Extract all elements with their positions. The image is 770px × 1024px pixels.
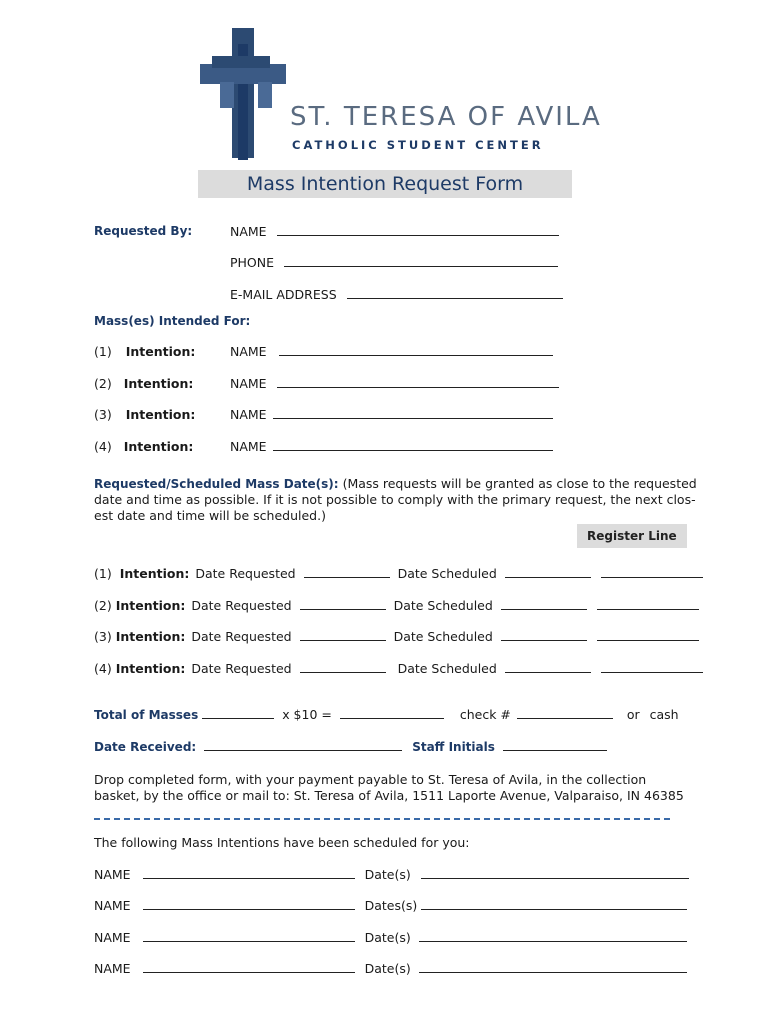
instructions — [94, 772, 684, 804]
intention-name-field-1[interactable] — [230, 344, 553, 359]
total-amount-line[interactable] — [340, 707, 444, 719]
date-scheduled-label: Date Scheduled — [397, 661, 497, 676]
date-requested-line[interactable] — [300, 629, 386, 641]
schedule-row-1 — [94, 566, 703, 581]
register-line-button[interactable]: Register Line — [577, 524, 687, 548]
intention-label: Intention: — [123, 439, 194, 454]
requester-phone-field[interactable] — [230, 255, 558, 270]
intention-num: (1) — [94, 344, 112, 359]
date-received-label: Date Received: — [94, 740, 197, 754]
requester-email-label: E-MAIL ADDRESS — [230, 287, 337, 302]
intention-label: Intention: — [123, 376, 194, 391]
confirmation-row-3 — [94, 930, 687, 945]
confirm-date-line[interactable] — [421, 867, 689, 879]
schedule-row-4 — [94, 661, 703, 676]
scheduled-note-line2: date and time as possible. If it is not possible to comply with the primary request, the next clos- — [94, 492, 696, 507]
confirm-date-line[interactable] — [419, 930, 687, 942]
date-scheduled-line[interactable] — [501, 598, 587, 610]
scheduled-label: Requested/Scheduled Mass Date(s): — [94, 477, 339, 491]
date-requested-line[interactable] — [300, 598, 386, 610]
confirm-date-label: Date(s) — [364, 930, 411, 945]
org-name: ST. TERESA OF AVILA — [290, 102, 602, 132]
org-subtitle: CATHOLIC STUDENT CENTER — [292, 138, 544, 152]
date-scheduled-label: Date Scheduled — [393, 598, 493, 613]
confirm-date-line[interactable] — [419, 961, 687, 973]
scheduled-note-line3: est date and time will be scheduled.) — [94, 508, 326, 523]
requester-name-field[interactable] — [230, 224, 559, 239]
confirm-name-line[interactable] — [143, 930, 355, 942]
schedule-intention-label: Intention: — [115, 661, 186, 676]
intention-label: Intention: — [125, 407, 196, 422]
check-label: check # — [459, 707, 511, 722]
intention-name-label: NAME — [230, 344, 267, 359]
schedule-intention-label: Intention: — [115, 629, 186, 644]
date-requested-line[interactable] — [304, 566, 390, 578]
schedule-num: (2) — [94, 598, 112, 613]
confirmation-row-2 — [94, 898, 687, 913]
instructions-line2: basket, by the office or mail to: St. Teresa of Avila, 1511 Laporte Avenue, Valparaiso, IN 46385 — [94, 788, 684, 803]
requested-by-label: Requested By: — [94, 224, 193, 238]
cash-label: cash — [649, 707, 679, 722]
confirm-name-label: NAME — [94, 898, 131, 913]
intention-num: (4) — [94, 439, 112, 454]
scheduled-note-line1: (Mass requests will be granted as close to the requested — [342, 476, 697, 491]
date-requested-label: Date Requested — [195, 566, 296, 581]
intention-name-label: NAME — [230, 376, 267, 391]
confirm-date-label: Date(s) — [364, 961, 411, 976]
confirm-name-label: NAME — [94, 961, 131, 976]
intention-name-field-2[interactable] — [230, 376, 559, 391]
confirm-date-line[interactable] — [421, 898, 687, 910]
requester-phone-label: PHONE — [230, 255, 275, 270]
intention-name-line[interactable] — [273, 439, 553, 451]
confirm-name-line[interactable] — [143, 867, 355, 879]
requester-name-label: NAME — [230, 224, 267, 239]
intention-row-4 — [94, 439, 193, 454]
confirmation-row-1 — [94, 867, 689, 882]
date-scheduled-line[interactable] — [501, 629, 587, 641]
confirm-date-label: Dates(s) — [364, 898, 418, 913]
requester-phone-line[interactable] — [284, 255, 558, 267]
confirm-name-line[interactable] — [143, 898, 355, 910]
confirm-name-line[interactable] — [143, 961, 355, 973]
date-requested-label: Date Requested — [191, 629, 292, 644]
schedule-row-3 — [94, 629, 699, 644]
date-scheduled-label: Date Scheduled — [397, 566, 497, 581]
confirm-name-label: NAME — [94, 867, 131, 882]
total-masses-line[interactable] — [202, 707, 274, 719]
check-number-line[interactable] — [517, 707, 613, 719]
intention-row-2 — [94, 376, 193, 391]
intention-name-line[interactable] — [273, 407, 553, 419]
cross-logo-icon — [198, 26, 288, 162]
schedule-num: (1) — [94, 566, 112, 581]
instructions-line1: Drop completed form, with your payment payable to St. Teresa of Avila, in the collection — [94, 772, 647, 787]
intention-name-label: NAME — [230, 407, 267, 422]
date-scheduled-line[interactable] — [505, 566, 591, 578]
confirm-date-label: Date(s) — [364, 867, 411, 882]
register-line[interactable] — [601, 661, 703, 673]
date-received-line[interactable] — [204, 739, 402, 751]
intended-for-label: Mass(es) Intended For: — [94, 314, 251, 328]
or-label: or — [626, 707, 640, 722]
intention-name-label: NAME — [230, 439, 267, 454]
intention-name-field-4[interactable] — [230, 439, 553, 454]
schedule-intention-label: Intention: — [115, 598, 186, 613]
logo — [198, 26, 602, 162]
cut-line-divider — [94, 818, 670, 820]
confirm-name-label: NAME — [94, 930, 131, 945]
schedule-row-2 — [94, 598, 699, 613]
register-line[interactable] — [597, 598, 699, 610]
intention-label: Intention: — [125, 344, 196, 359]
schedule-num: (3) — [94, 629, 112, 644]
requester-email-line[interactable] — [347, 287, 563, 299]
intention-num: (2) — [94, 376, 112, 391]
times-ten-label: x $10 = — [282, 707, 332, 722]
date-scheduled-line[interactable] — [505, 661, 591, 673]
intention-name-line[interactable] — [277, 376, 559, 388]
register-line[interactable] — [597, 629, 699, 641]
requester-name-line[interactable] — [277, 224, 559, 236]
form-title: Mass Intention Request Form — [246, 173, 524, 195]
date-requested-label: Date Requested — [191, 661, 292, 676]
scheduled-note — [94, 476, 697, 524]
intention-row-1 — [94, 344, 195, 359]
schedule-num: (4) — [94, 661, 112, 676]
intention-name-field-3[interactable] — [230, 407, 553, 422]
received-row — [94, 739, 607, 754]
intention-row-3 — [94, 407, 195, 422]
payment-row — [94, 707, 679, 722]
staff-initials-line[interactable] — [503, 739, 607, 751]
total-masses-label: Total of Masses — [94, 708, 199, 722]
date-scheduled-label: Date Scheduled — [393, 629, 493, 644]
schedule-intention-label: Intention: — [119, 566, 190, 581]
intention-num: (3) — [94, 407, 112, 422]
title-band — [198, 170, 572, 198]
intention-name-line[interactable] — [279, 344, 553, 356]
confirmation-row-4 — [94, 961, 687, 976]
date-requested-label: Date Requested — [191, 598, 292, 613]
confirmation-heading: The following Mass Intentions have been scheduled for you: — [94, 835, 470, 850]
requester-email-field[interactable] — [230, 287, 563, 302]
date-requested-line[interactable] — [300, 661, 386, 673]
staff-initials-label: Staff Initials — [412, 740, 495, 754]
register-line[interactable] — [601, 566, 703, 578]
